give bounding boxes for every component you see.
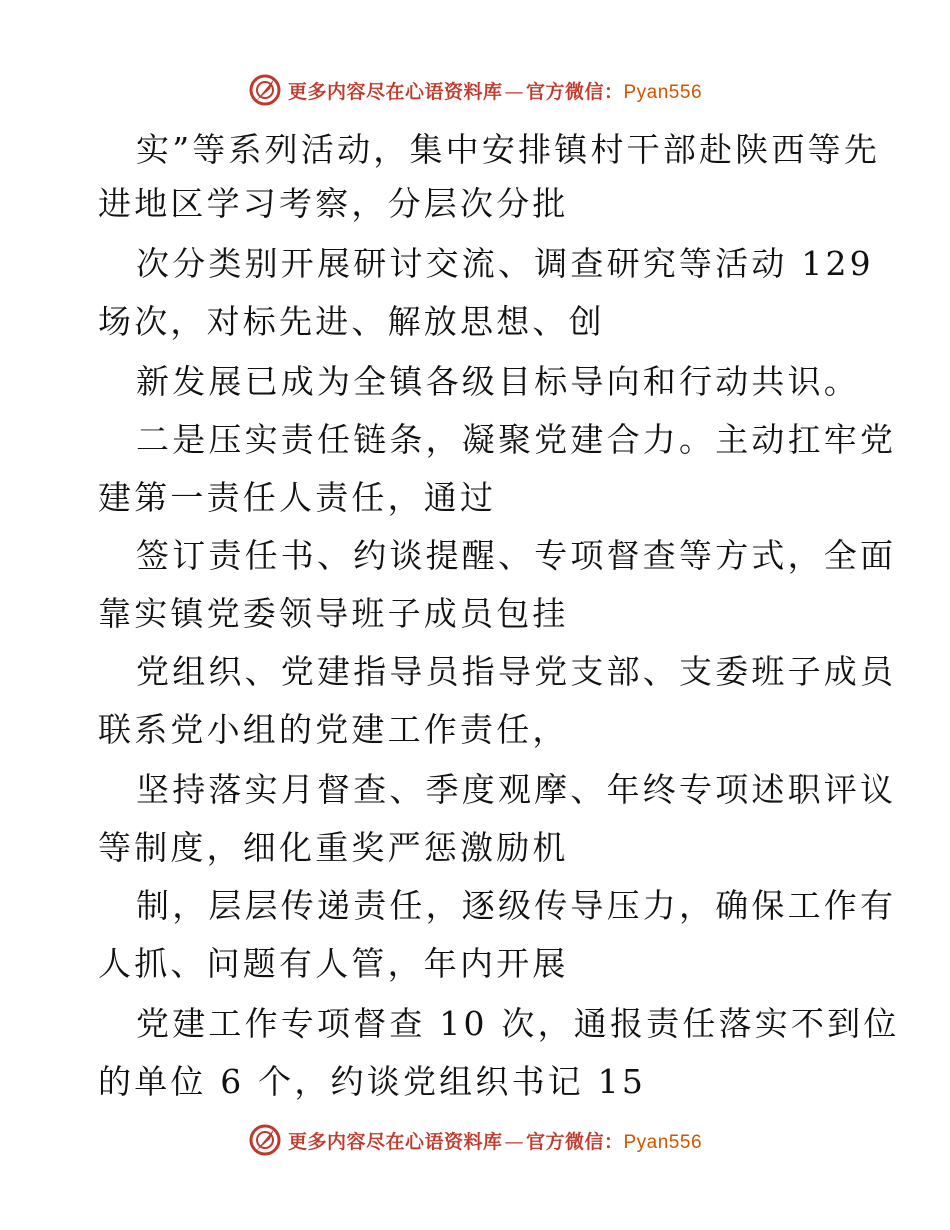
- paragraph-1-line-2: 进地区学习考察，分层次分批: [98, 184, 569, 223]
- quill-logo-icon: [248, 1123, 282, 1157]
- banner-official-label: 官方微信：: [525, 1130, 624, 1153]
- banner-wechat-id: Pyan556: [623, 1131, 703, 1153]
- banner-text: [288, 1127, 702, 1154]
- header-banner: [0, 70, 950, 110]
- banner-wechat-id: Pyan556: [623, 81, 703, 103]
- paragraph-9-line-2: 的单位 6 个，约谈党组织书记 15: [98, 1062, 647, 1101]
- paragraph-6-line-1: 党组织、党建指导员指导党支部、支委班子成员: [136, 652, 897, 691]
- footer-banner: [0, 1120, 950, 1160]
- paragraph-4-line-1: 二是压实责任链条，凝聚党建合力。主动扛牢党: [136, 420, 897, 459]
- banner-dash: —: [504, 1130, 524, 1153]
- paragraph-3-line-1: 新发展已成为全镇各级目标导向和行动共识。: [136, 362, 860, 401]
- paragraph-7-line-1: 坚持落实月督查、季度观摩、年终专项述职评议: [136, 770, 897, 809]
- paragraph-8-line-1: 制，层层传递责任，逐级传导压力，确保工作有: [136, 886, 897, 925]
- paragraph-5-line-2: 靠实镇党委领导班子成员包挂: [98, 594, 569, 633]
- paragraph-5-line-1: 签订责任书、约谈提醒、专项督查等方式，全面: [136, 536, 897, 575]
- banner-site-text: 更多内容尽在心语资料库: [287, 80, 503, 103]
- banner-official-label: 官方微信：: [525, 80, 624, 103]
- paragraph-6-line-2: 联系党小组的党建工作责任，: [98, 710, 569, 749]
- banner-dash: —: [504, 80, 524, 103]
- paragraph-8-line-2: 人抓、问题有人管，年内开展: [98, 944, 569, 983]
- paragraph-2-line-1: 次分类别开展研讨交流、调查研究等活动 129: [136, 244, 874, 283]
- banner-text: [288, 77, 702, 104]
- paragraph-9-line-1: 党建工作专项督查 10 次，通报责任落实不到位: [136, 1004, 900, 1043]
- paragraph-7-line-2: 等制度，细化重奖严惩激励机: [98, 828, 569, 867]
- quill-logo-icon: [248, 73, 282, 107]
- paragraph-4-line-2: 建第一责任人责任，通过: [98, 478, 497, 517]
- banner-site-text: 更多内容尽在心语资料库: [287, 1130, 503, 1153]
- paragraph-2-line-2: 场次，对标先进、解放思想、创: [98, 302, 605, 341]
- paragraph-1-line-1: 实”等系列活动，集中安排镇村干部赴陕西等先: [136, 130, 881, 169]
